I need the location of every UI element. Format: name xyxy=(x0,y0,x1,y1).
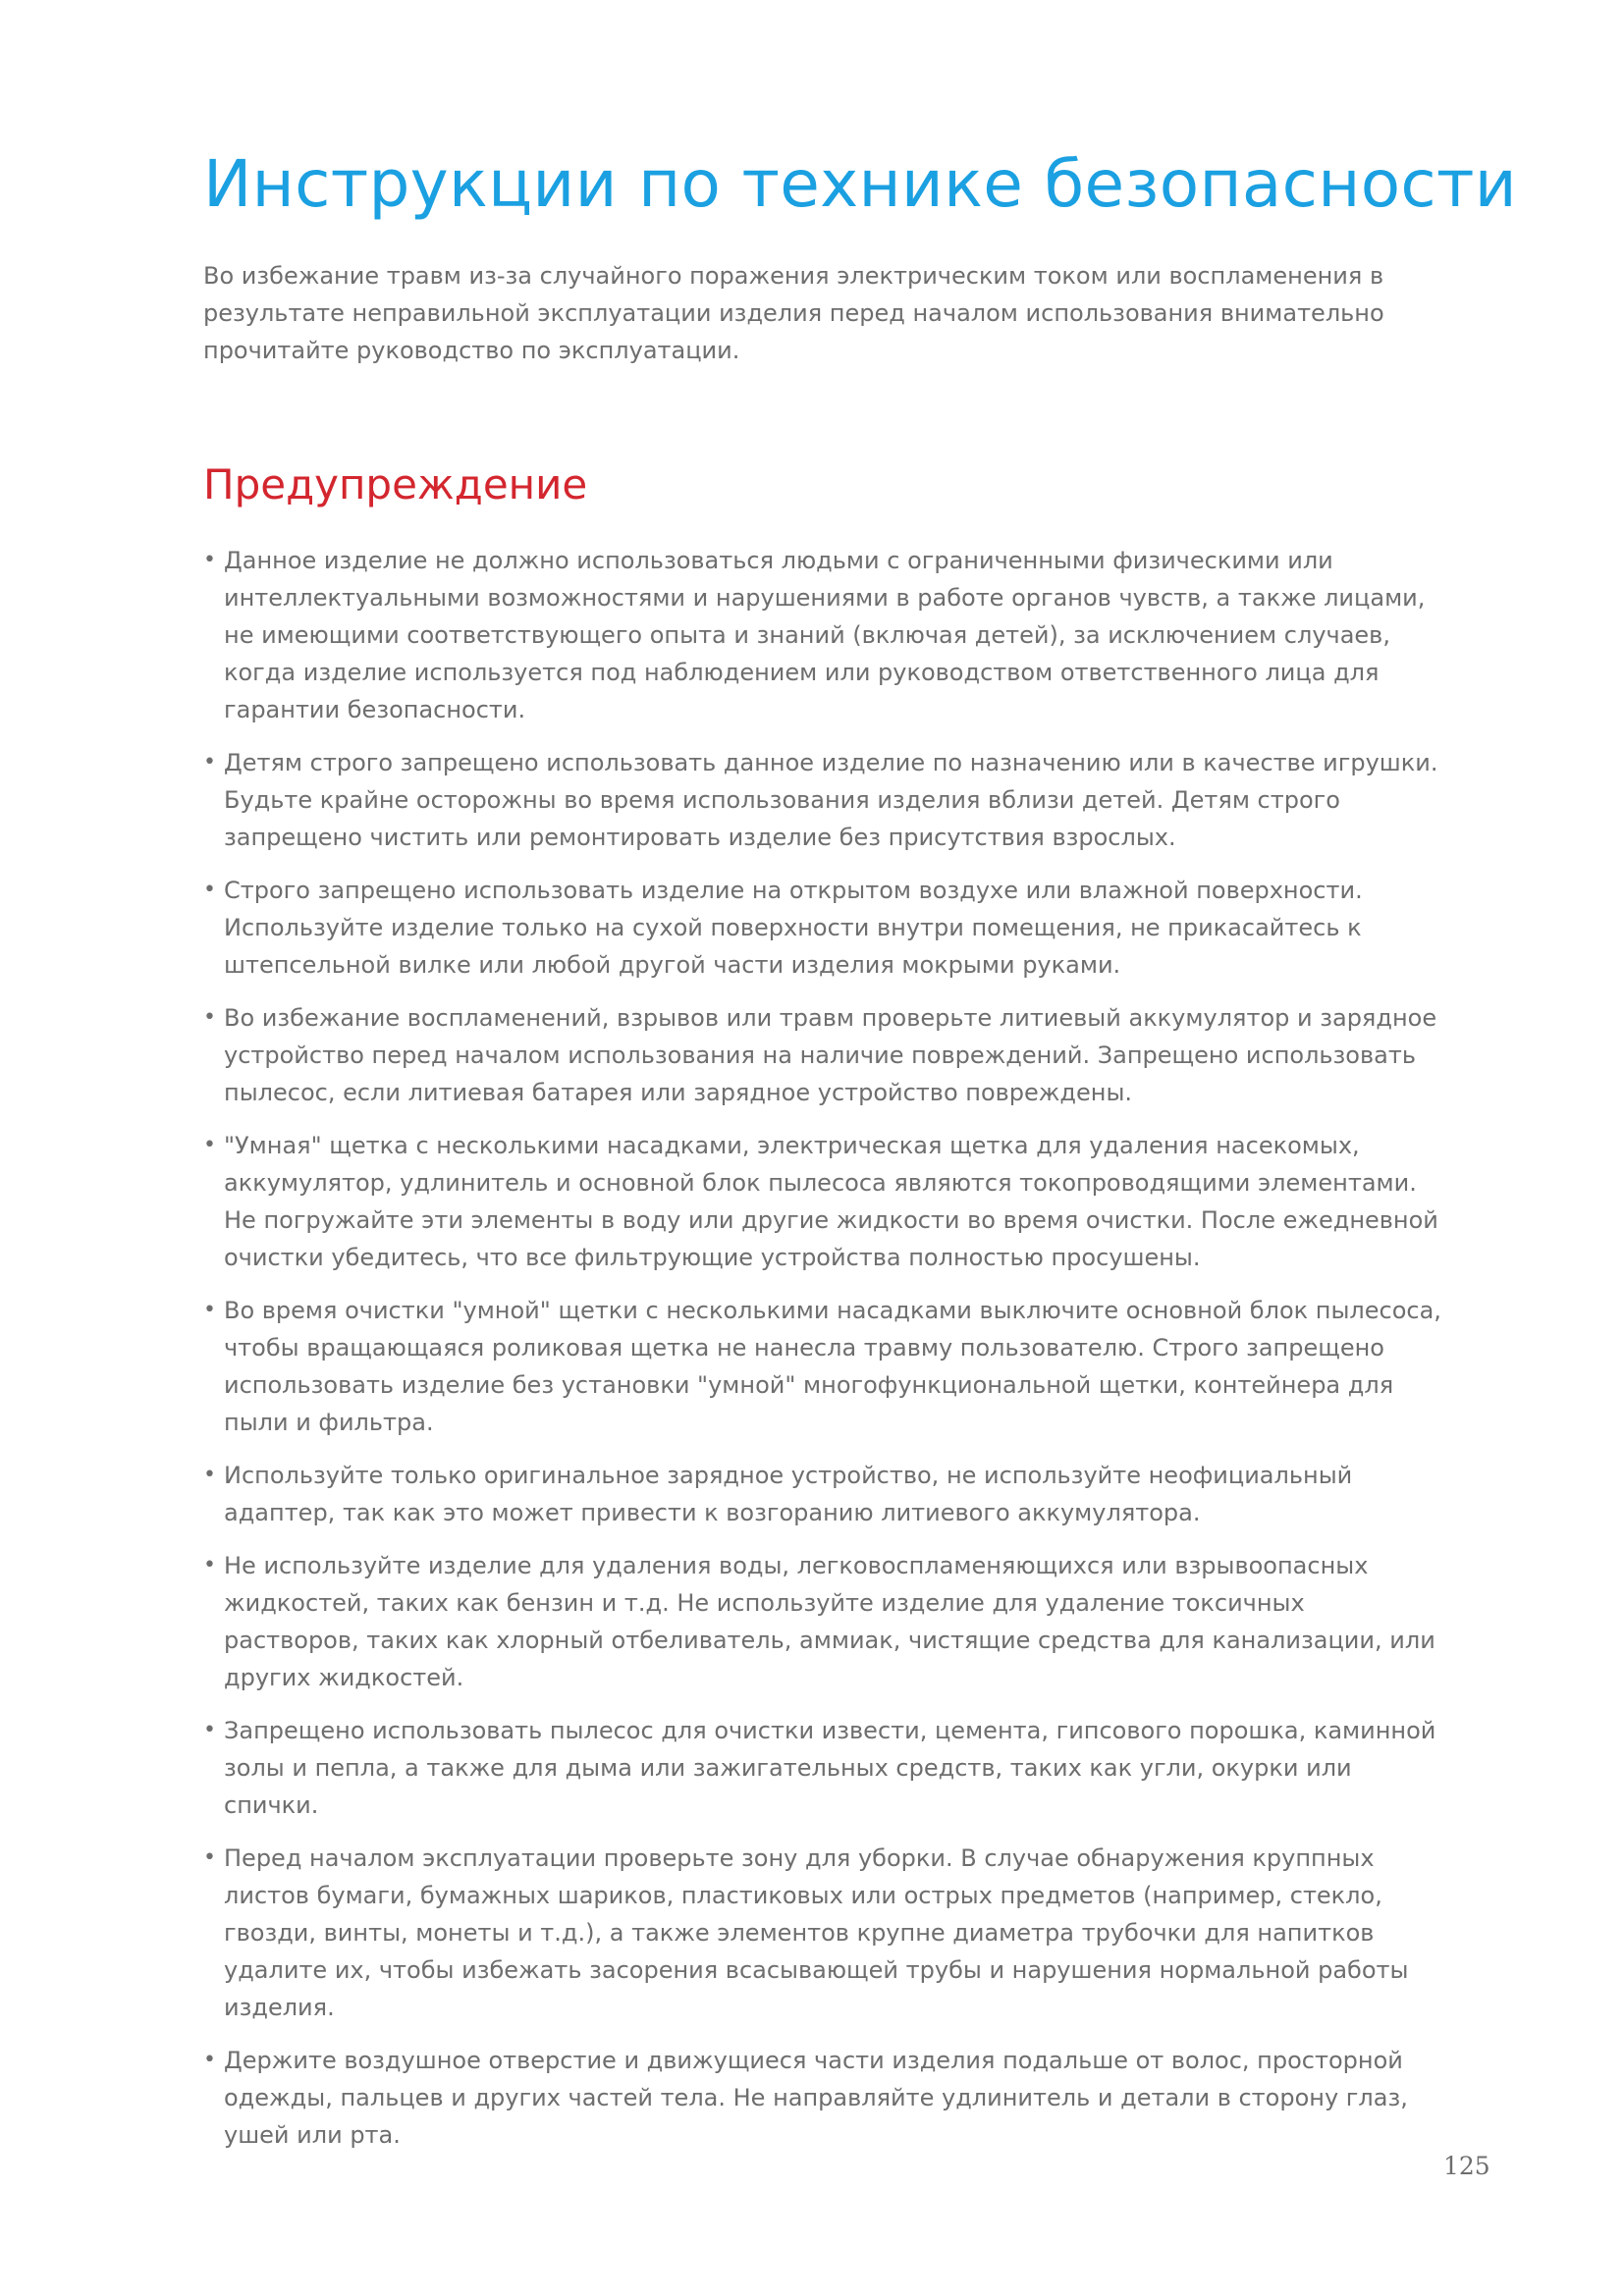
list-item-text: Детям строго запрещено использовать данное изделие по назначению или в качестве игрушки. Будьте крайне осторожны во время использования изделия вблизи детей. Детям строго запрещено чистить или ремонтировать изделие без присутствия взрослых. xyxy=(224,749,1438,851)
bullet-icon: • xyxy=(203,2048,216,2072)
bullet-icon: • xyxy=(203,750,216,774)
list-item-text: Держите воздушное отверстие и движущиеся части изделия подальше от волос, просторной одежды, пальцев и других частей тела. Не направляйте удлинитель и детали в сторону глаз, ушей или рта. xyxy=(224,2047,1408,2149)
list-item xyxy=(203,1457,1442,1531)
bullet-icon: • xyxy=(203,1718,216,1742)
bullet-icon: • xyxy=(203,1298,216,1322)
list-item xyxy=(203,1127,1442,1276)
list-item xyxy=(203,1712,1442,1824)
bullet-icon: • xyxy=(203,1463,216,1487)
bullet-icon: • xyxy=(203,1553,216,1577)
list-item xyxy=(203,1547,1442,1696)
list-item xyxy=(203,999,1442,1111)
list-item-text: Используйте только оригинальное зарядное устройство, не используйте неофициальный адаптер, так как это может привести к возгоранию литиевого аккумулятора. xyxy=(224,1462,1353,1526)
list-item xyxy=(203,542,1442,728)
bullet-icon: • xyxy=(203,1845,216,1870)
list-item-text: Во время очистки "умной" щетки с несколькими насадками выключите основной блок пылесоса, чтобы вращающаяся роликовая щетка не нанесла травму пользователю. Строго запрещено использовать изделие без установки "умной" многофункциональной щетки, контейнера для пыли и фильтра. xyxy=(224,1297,1441,1436)
list-item-text: Не используйте изделие для удаления воды, легковоспламеняющихся или взрывоопасных жидкостей, таких как бензин и т.д. Не используйте изделие для удаление токсичных растворов, таких как хлорный отбеливатель, аммиак, чистящие средства для канализации, или других жидкостей. xyxy=(224,1552,1435,1691)
warning-list xyxy=(203,542,1442,2169)
intro-paragraph: Во избежание травм из-за случайного поражения электрическим током или воспламенения в результате неправильной эксплуатации изделия перед началом использования внимательно прочитайте руководство по эксплуатации. xyxy=(203,262,1384,364)
list-item xyxy=(203,1840,1442,2026)
list-item xyxy=(203,744,1442,856)
list-item-text: Строго запрещено использовать изделие на открытом воздухе или влажной поверхности. Используйте изделие только на сухой поверхности внутри помещения, не прикасайтесь к штепсельной вилке или любой другой части изделия мокрыми руками. xyxy=(224,877,1363,979)
bullet-icon: • xyxy=(203,878,216,902)
list-item-text: Данное изделие не должно использоваться людьми с ограниченными физическими или интеллектуальными возможностями и нарушениями в работе органов чувств, а также лицами, не имеющими соответствующего опыта и знаний (включая детей), за исключением случаев, когда изделие используется под наблюдением или руководством ответственного лица для гарантии безопасности. xyxy=(224,547,1426,723)
list-item xyxy=(203,1292,1442,1441)
list-item-text: Запрещено использовать пылесос для очистки извести, цемента, гипсового порошка, каминной золы и пепла, а также для дыма или зажигательных средств, таких как угли, окурки или спички. xyxy=(224,1717,1436,1819)
list-item xyxy=(203,872,1442,984)
bullet-icon: • xyxy=(203,1133,216,1157)
warning-heading: Предупреждение xyxy=(203,460,588,508)
list-item-text: "Умная" щетка с несколькими насадками, электрическая щетка для удаления насекомых, аккумулятор, удлинитель и основной блок пылесоса являются токопроводящими элементами. Не погружайте эти элементы в воду или другие жидкости во время очистки. После ежедневной очистки убедитесь, что все фильтрующие устройства полностью просушены. xyxy=(224,1132,1438,1271)
list-item-text: Перед началом эксплуатации проверьте зону для уборки. В случае обнаружения круппных листов бумаги, бумажных шариков, пластиковых или острых предметов (например, стекло, гвозди, винты, монеты и т.д.), а также элементов крупне диаметра трубочки для напитков удалите их, чтобы избежать засорения всасывающей трубы и нарушения нормальной работы изделия. xyxy=(224,1844,1409,2021)
list-item-text: Во избежание воспламенений, взрывов или травм проверьте литиевый аккумулятор и зарядное устройство перед началом использования на наличие повреждений. Запрещено использовать пылесос, если литиевая батарея или зарядное устройство повреждены. xyxy=(224,1004,1437,1106)
bullet-icon: • xyxy=(203,1005,216,1030)
list-item xyxy=(203,2042,1442,2154)
page-number: 125 xyxy=(1443,2152,1490,2180)
page-title: Инструкции по технике безопасности xyxy=(203,146,1517,222)
bullet-icon: • xyxy=(203,548,216,572)
